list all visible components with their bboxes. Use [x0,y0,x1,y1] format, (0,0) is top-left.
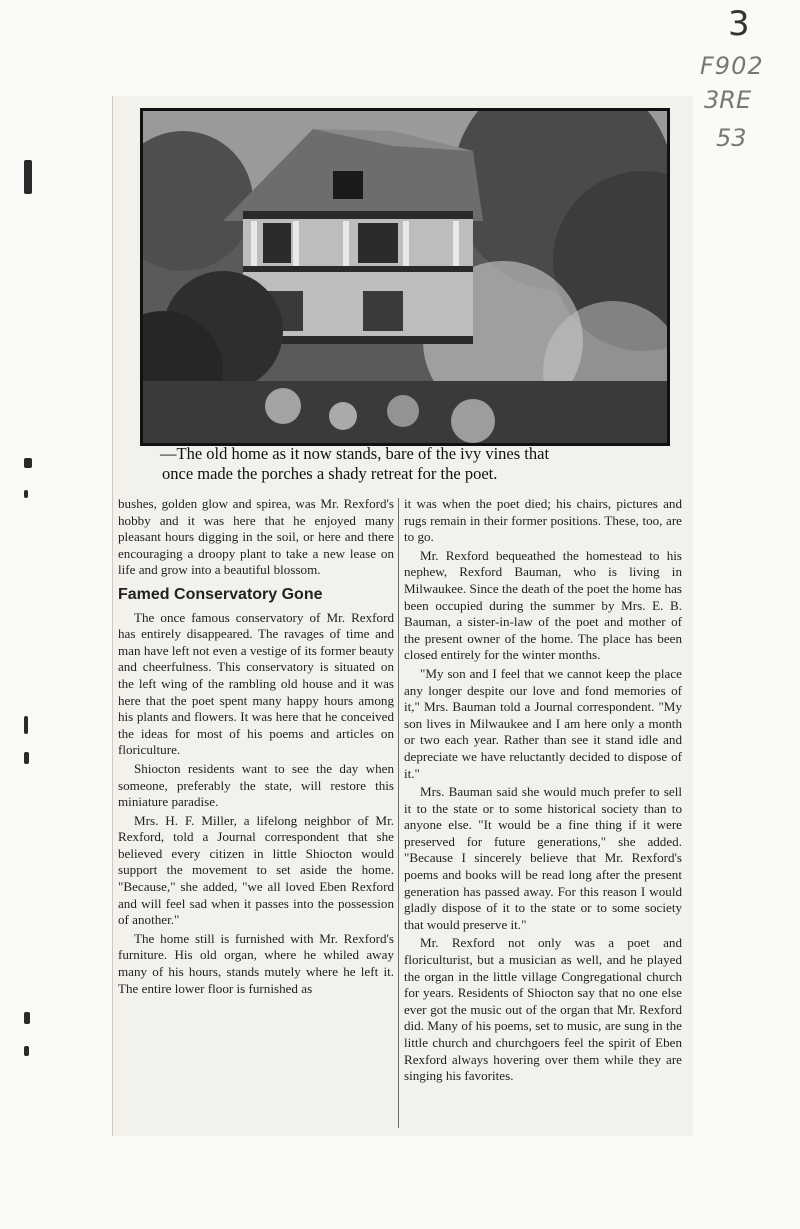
paragraph: The home still is furnished with Mr. Rexford's furniture. His old organ, where he whiled away many of his hours, stands mutely where he left it. The entire lower floor is furnished as [118,930,394,996]
caption-line-2: once made the porches a shady retreat for the poet. [162,464,498,483]
article-column-left [118,496,394,999]
paragraph: "My son and I feel that we cannot keep the place any longer despite our love and fond memories of it," Mrs. Bauman told a Journal correspondent. "My son lives in Milwaukee and I am here only a month or two each year. Rather than see it stand idle and depreciate we have reluctantly decided to dispose of it." [404,665,682,781]
paragraph: Mrs. H. F. Miller, a lifelong neighbor of Mr. Rexford, told a Journal correspondent that she believed every citizen in little Shiocton would support the movement to set aside the home. "Because," she added, "we all loved Eben Rexford and will feel sad when it passes into the possession of another." [118,812,394,928]
paragraph: it was when the poet died; his chairs, pictures and rugs remain in their former positions. These, too, are to go. [404,496,682,545]
paragraph: Mr. Rexford not only was a poet and floriculturist, but a musician as well, and he played the organ in the little village Congregational church for years. Residents of Shiocton say that no one else ever got the music out of the organ that Mr. Rexford did. Many of his poems, set to music, are sung in the little church and churchgoers feel the spirit of Eben Rexford always hovering over them while they are singing his favorites. [404,935,682,1084]
margin-mark [24,490,28,498]
margin-mark [24,1012,30,1024]
caption-line-1: —The old home as it now stands, bare of the ivy vines that [160,444,550,463]
margin-mark [24,458,32,468]
margin-mark [24,752,29,764]
column-divider [398,498,399,1128]
page-number: 3 [728,4,750,44]
photo-caption [160,444,660,484]
margin-mark [24,1046,29,1056]
margin-mark [24,716,28,734]
subheading: Famed Conservatory Gone [118,585,323,603]
house-photo [140,108,670,446]
paragraph: Mrs. Bauman said she would much prefer to sell it to the state or to some historical society than to anyone else. "It would be a fine thing if it were preserved for future generations," she added. "Because I sincerely believe that Mr. Rexford's poems and books will be read long after the present generation has passed away. For this reason I would gladly dispose of it to the state or to some society that would preserve it." [404,784,682,932]
paragraph: Shiocton residents want to see the day when someone, preferably the state, will restore this miniature paradise. [118,760,394,810]
folder-code: F902 [700,52,764,80]
paragraph: Mr. Rexford bequeathed the homestead to his nephew, Rexford Bauman, who is living in Milwaukee. Since the death of the poet the home has been occupied during the summer by Mrs. E. B. Bauman, a sister-in-law of the poet and mother of the present owner of the home. The place has been closed entirely for the winter months. [404,547,682,663]
paragraph: The once famous conservatory of Mr. Rexford has entirely disappeared. The ravages of time and man have left not even a vestige of its former beauty and cheerfulness. This conservatory is situated on the left wing of the rambling old house and it was here that the poet spent many happy hours among his plants and flowers. It was here that he conceived the ideas for most of his poems and articles on floriculture. [118,609,394,758]
house-photo-illustration [143,111,670,446]
series-code: 3RE [704,86,752,114]
item-code: 53 [716,124,747,152]
paragraph: bushes, golden glow and spirea, was Mr. Rexford's hobby and it was here that he enjoyed many pleasant hours digging in the soil, or here and there encouraging a droopy plant to take a new lease on life and grow into a beautiful blossom. [118,496,394,578]
margin-mark [24,160,32,194]
article-column-right [404,496,682,1087]
